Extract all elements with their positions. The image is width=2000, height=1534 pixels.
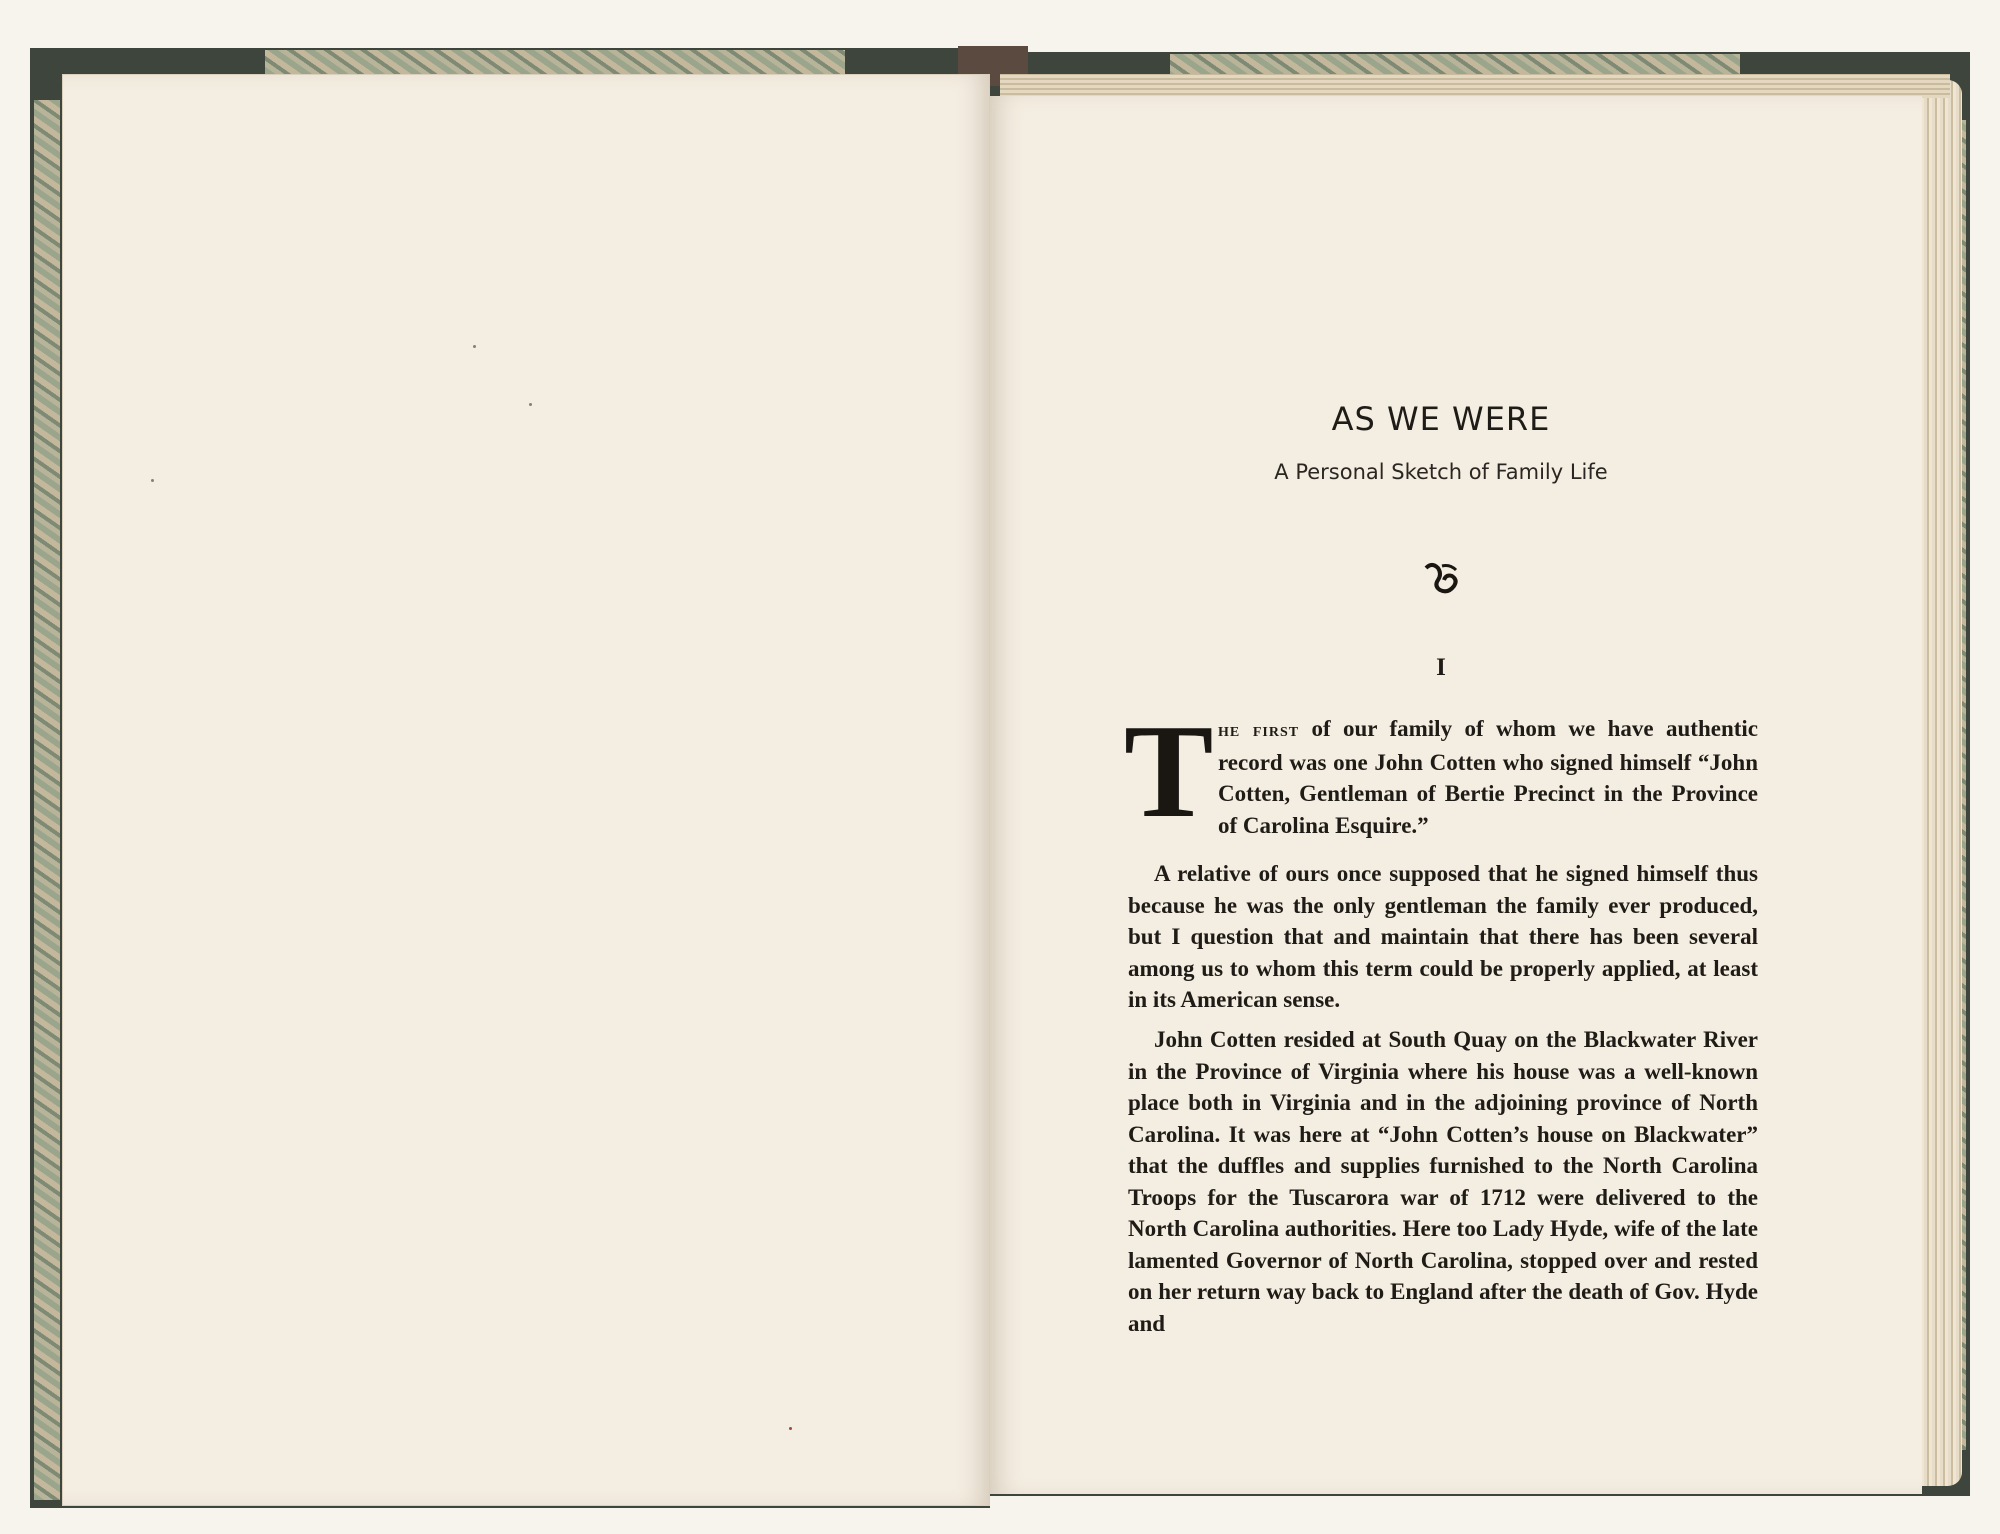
- page-block-top-edges: [1000, 74, 1950, 98]
- chapter-number: I: [1436, 654, 1446, 681]
- marbled-paper-top-left: [265, 50, 845, 74]
- book-subtitle: A Personal Sketch of Family Life: [1274, 460, 1608, 484]
- marbled-paper-left-edge: [34, 100, 60, 1500]
- book-title: AS WE WERE: [1331, 400, 1551, 438]
- opening-small-caps: he first: [1218, 719, 1300, 741]
- paragraph-2: A relative of ours once supposed that he signed himself thus because he was the only gentleman the family ever produced, but I question that and maintain that there has been several among us to whom this term could be properly applied, at least in its American sense.: [1128, 861, 1758, 1012]
- paragraph-3: John Cotten resided at South Quay on the Blackwater River in the Province of Virginia where his house was a well-known place both in Virginia and in the adjoining province of North Carolina. It was here at “John Cotten’s house on Blackwater” that the duffles and supplies furnished to the North Carolina Troops for the Tuscarora war of 1712 were delivered to the North Carolina authorities. Here too Lady Hyde, wife of the late lamented Governor of North Carolina, stopped over and rested on her return way back to England after the death of Gov. Hyde and: [1128, 1027, 1758, 1336]
- fleuron-icon: [1418, 560, 1464, 596]
- paragraph-1: [1218, 713, 1758, 841]
- drop-cap: T: [1124, 697, 1214, 845]
- left-blank-page: [62, 74, 990, 1506]
- paragraph-1-text: of our family of whom we have authentic record was one John Cotten who signed himself “John Cotten, Gentleman of Bertie Precinct in the Province of Carolina Esquire.”: [1218, 716, 1758, 838]
